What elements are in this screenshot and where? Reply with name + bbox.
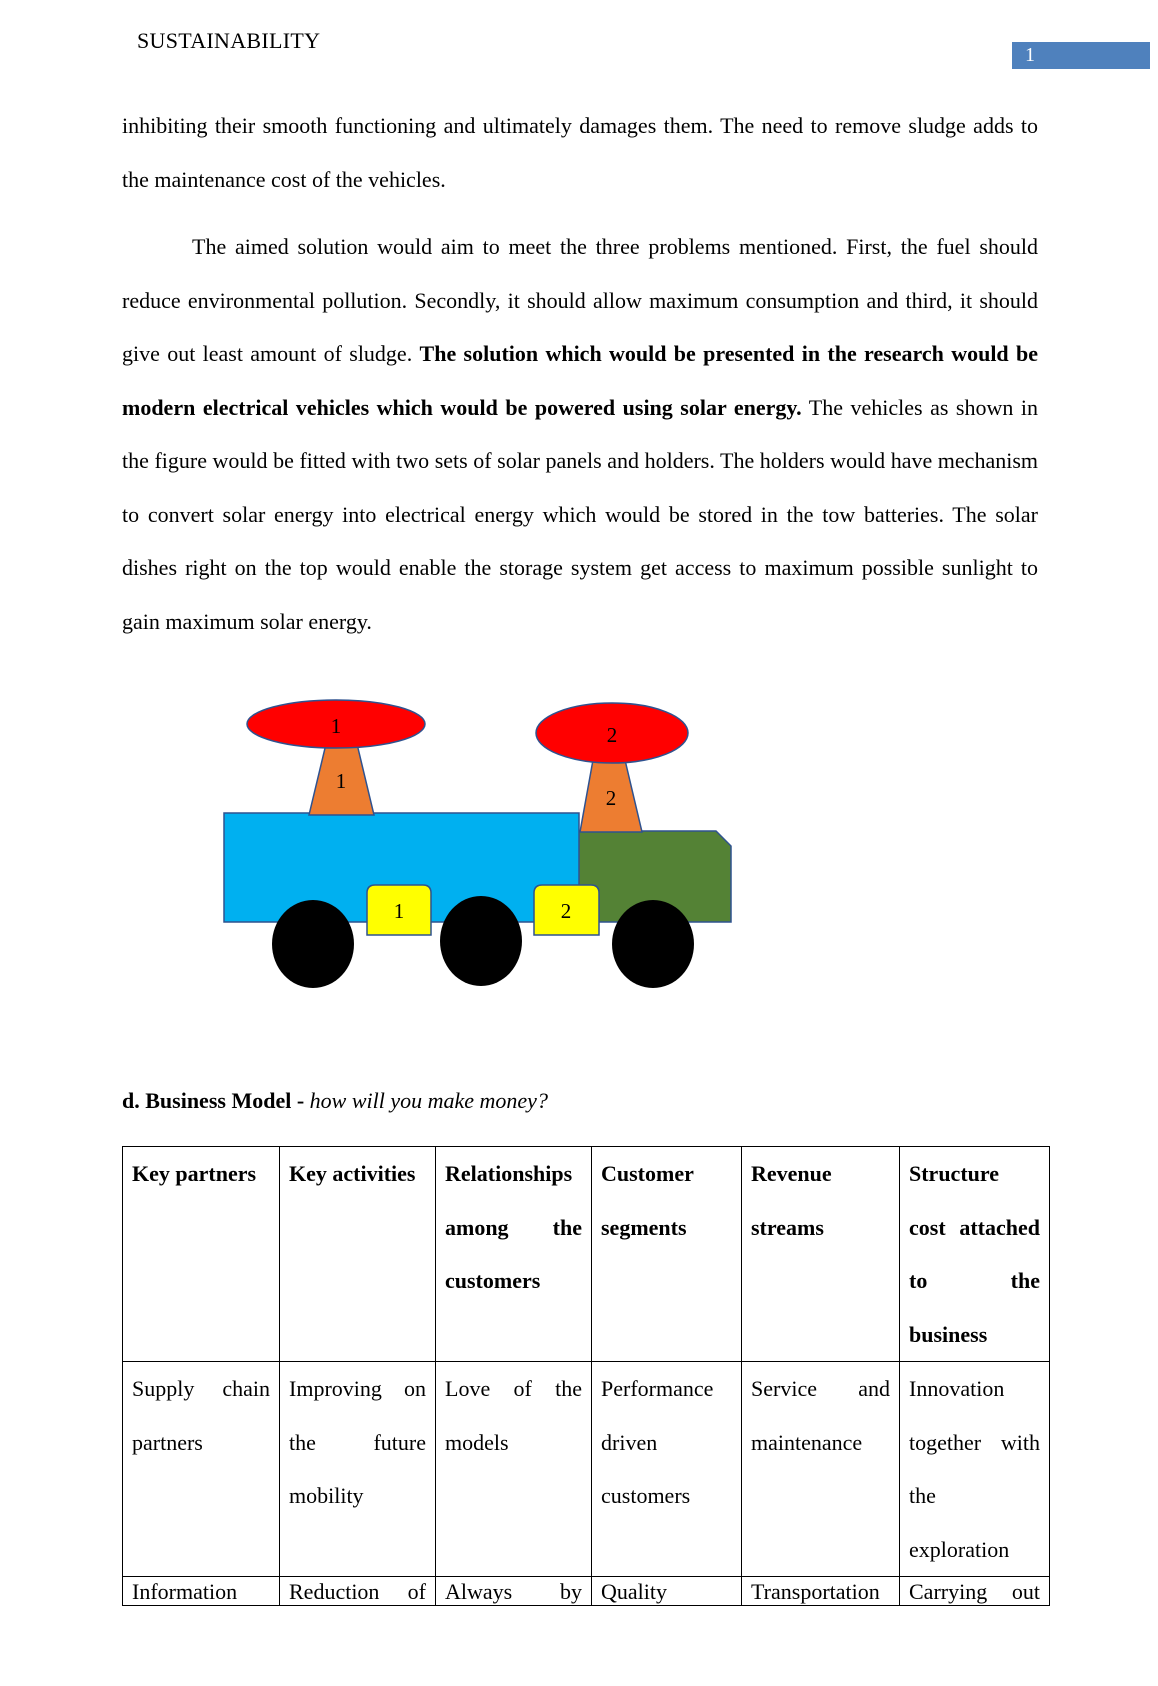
header-relationships: Relationships among the customers (436, 1147, 592, 1362)
section-heading-bold: d. Business Model - (122, 1088, 310, 1113)
wheel-middle (440, 896, 522, 986)
business-model-table (122, 1146, 1050, 1606)
paragraph-2-start: The aimed solution would aim to meet the three problems mentioned. First, the fuel should reduce environmental pollution. Secondly, it should allow maximum consumption and third, it should give out least amount of sludge. (122, 234, 1038, 366)
dish-1-label: 1 (330, 714, 342, 738)
table-cell: Love of the models (436, 1362, 592, 1577)
table-row (123, 1577, 1050, 1606)
table-cell: Performance driven customers (592, 1362, 742, 1577)
running-head: SUSTAINABILITY (137, 28, 321, 53)
dish-2-label: 2 (606, 723, 618, 747)
header-key-partners: Key partners (123, 1147, 280, 1362)
header-key-activities: Key activities (280, 1147, 436, 1362)
table-cell: Always by (436, 1577, 592, 1606)
section-heading-italic: how will you make money? (309, 1088, 548, 1113)
header-structure-cost: Structure cost attached to the business (900, 1147, 1050, 1362)
table-cell: Innovation together with the exploration (900, 1362, 1050, 1577)
section-heading (122, 1088, 548, 1114)
table-row (123, 1362, 1050, 1577)
battery-2-label: 2 (560, 899, 572, 923)
holder-1-label: 1 (335, 769, 347, 793)
header-revenue-streams: Revenue streams (742, 1147, 900, 1362)
table-cell: Information (123, 1577, 280, 1606)
wheel-rear (612, 900, 694, 988)
table-cell: Carrying out (900, 1577, 1050, 1606)
paragraph-2-bold: The solution which would be presented in the research would be modern electrical vehicles which would be powered using solar energy. (122, 341, 1038, 420)
table-header-row (123, 1147, 1050, 1362)
table-cell: Improving on the future mobility (280, 1362, 436, 1577)
wheel-front (272, 900, 354, 988)
table-cell: Transportation (742, 1577, 900, 1606)
battery-1-label: 1 (393, 899, 405, 923)
paragraph-1: inhibiting their smooth functioning and ultimately damages them. The need to remove sludge adds to the maintenance cost of the vehicles. (122, 113, 1038, 192)
table-cell: Reduction of (280, 1577, 436, 1606)
table-cell: Supply chain partners (123, 1362, 280, 1577)
paragraph-2-end: The vehicles as shown in the figure would be fitted with two sets of solar panels and holders. The holders would have mechanism to convert solar energy into electrical energy which would be stored in the tow batteries. The solar dishes right on the top would enable the storage system get access to maximum possible sunlight to gain maximum solar energy. (122, 394, 1038, 634)
page-number-badge: 1 (1012, 42, 1150, 69)
table-cell: Quality (592, 1577, 742, 1606)
header-customer-segments: Customer segments (592, 1147, 742, 1362)
table-cell: Service and maintenance (742, 1362, 900, 1577)
holder-2-label: 2 (605, 786, 617, 810)
